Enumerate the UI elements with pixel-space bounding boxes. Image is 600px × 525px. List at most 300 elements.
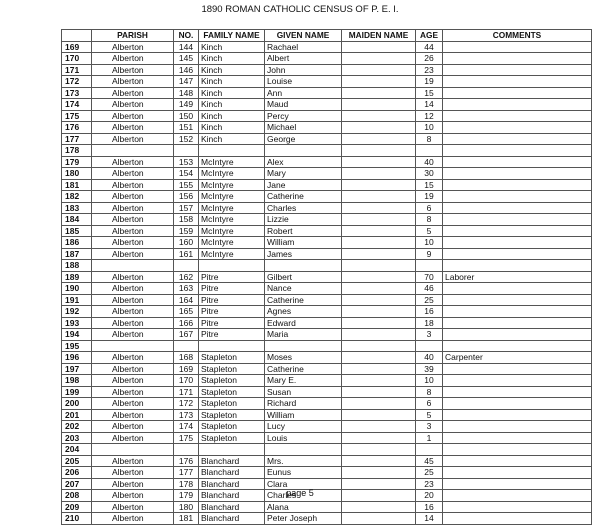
table-row: [62, 53, 592, 65]
age-cell: 3: [416, 421, 443, 433]
number-cell: 165: [174, 306, 199, 318]
row-number: 200: [62, 398, 92, 410]
parish-cell: Alberton: [92, 294, 174, 306]
age-cell: 16: [416, 501, 443, 513]
comments-cell: [443, 99, 592, 111]
comments-header: COMMENTS: [443, 30, 592, 42]
comments-cell: [443, 421, 592, 433]
family-name-cell: Stapleton: [199, 363, 265, 375]
age-cell: 40: [416, 156, 443, 168]
number-cell: 181: [174, 513, 199, 525]
parish-cell: Alberton: [92, 248, 174, 260]
number-cell: 157: [174, 202, 199, 214]
family-name-cell: Stapleton: [199, 352, 265, 364]
row-number: 204: [62, 444, 92, 456]
given-name-cell: Jane: [265, 179, 342, 191]
given-name-cell: Louis: [265, 432, 342, 444]
maiden-name-cell: [342, 294, 416, 306]
given-name-cell: William: [265, 409, 342, 421]
page-number: page 5: [286, 488, 314, 498]
number-cell: 180: [174, 501, 199, 513]
family-name-cell: Stapleton: [199, 421, 265, 433]
family-name-cell: Kinch: [199, 64, 265, 76]
family-name-cell: Stapleton: [199, 386, 265, 398]
family-name-cell: Blanchard: [199, 455, 265, 467]
table-row: [62, 432, 592, 444]
age-cell: 10: [416, 237, 443, 249]
number-cell: 161: [174, 248, 199, 260]
row-number: 181: [62, 179, 92, 191]
maiden-name-cell: [342, 306, 416, 318]
given-name-cell: Gilbert: [265, 271, 342, 283]
row-number: 183: [62, 202, 92, 214]
row-number: 191: [62, 294, 92, 306]
maiden-name-cell: [342, 191, 416, 203]
given-name-cell: Peter Joseph: [265, 513, 342, 525]
family-name-cell: Pitre: [199, 317, 265, 329]
family-name-cell: McIntyre: [199, 202, 265, 214]
table-row: [62, 363, 592, 375]
number-cell: 148: [174, 87, 199, 99]
table-row: [62, 317, 592, 329]
maiden-name-cell: [342, 168, 416, 180]
age-cell: 5: [416, 225, 443, 237]
given-name-cell: [265, 340, 342, 352]
comments-cell: [443, 145, 592, 157]
table-row: [62, 444, 592, 456]
table-row: [62, 409, 592, 421]
given-name-cell: [265, 444, 342, 456]
given-name-cell: John: [265, 64, 342, 76]
parish-cell: Alberton: [92, 53, 174, 65]
number-cell: 152: [174, 133, 199, 145]
number-cell: 147: [174, 76, 199, 88]
row-number: 210: [62, 513, 92, 525]
comments-cell: [443, 214, 592, 226]
parish-cell: Alberton: [92, 363, 174, 375]
family-name-cell: Kinch: [199, 99, 265, 111]
maiden-name-cell: [342, 363, 416, 375]
comments-cell: [443, 513, 592, 525]
maiden-name-cell: [342, 53, 416, 65]
family-name-cell: McIntyre: [199, 168, 265, 180]
comments-cell: [443, 294, 592, 306]
family-name-cell: Kinch: [199, 122, 265, 134]
age-cell: 25: [416, 294, 443, 306]
number-cell: 171: [174, 386, 199, 398]
parish-cell: Alberton: [92, 122, 174, 134]
table-row: [62, 168, 592, 180]
maiden-name-cell: [342, 340, 416, 352]
given-name-cell: [265, 260, 342, 272]
number-cell: 170: [174, 375, 199, 387]
given-name-cell: James: [265, 248, 342, 260]
row-number: 199: [62, 386, 92, 398]
parish-cell: Alberton: [92, 179, 174, 191]
parish-header: PARISH: [92, 30, 174, 42]
maiden-name-cell: [342, 202, 416, 214]
maiden-name-cell: [342, 421, 416, 433]
age-cell: [416, 340, 443, 352]
row-number: 189: [62, 271, 92, 283]
age-cell: 8: [416, 386, 443, 398]
age-cell: 10: [416, 375, 443, 387]
family-name-cell: [199, 444, 265, 456]
number-cell: 159: [174, 225, 199, 237]
row-number: 172: [62, 76, 92, 88]
given-name-cell: Susan: [265, 386, 342, 398]
family-name-cell: Kinch: [199, 133, 265, 145]
parish-cell: Alberton: [92, 214, 174, 226]
comments-cell: [443, 317, 592, 329]
row-number: 173: [62, 87, 92, 99]
family-name-cell: Stapleton: [199, 409, 265, 421]
family-name-cell: Pitre: [199, 306, 265, 318]
parish-cell: Alberton: [92, 202, 174, 214]
family-name-cell: McIntyre: [199, 237, 265, 249]
table-row: [62, 202, 592, 214]
age-cell: 25: [416, 467, 443, 479]
family-name-cell: Kinch: [199, 41, 265, 53]
age-cell: 20: [416, 490, 443, 502]
family-name-cell: McIntyre: [199, 156, 265, 168]
age-cell: 40: [416, 352, 443, 364]
table-row: [62, 340, 592, 352]
comments-cell: [443, 122, 592, 134]
table-row: [62, 87, 592, 99]
maiden-name-cell: [342, 248, 416, 260]
comments-cell: Laborer: [443, 271, 592, 283]
family-name-cell: Blanchard: [199, 467, 265, 479]
table-row: [62, 329, 592, 341]
comments-cell: [443, 386, 592, 398]
family-name-cell: Stapleton: [199, 398, 265, 410]
family-name-cell: Blanchard: [199, 513, 265, 525]
row-number: 203: [62, 432, 92, 444]
age-cell: 15: [416, 87, 443, 99]
parish-cell: Alberton: [92, 421, 174, 433]
table-row: [62, 386, 592, 398]
family-name-cell: McIntyre: [199, 248, 265, 260]
given-name-cell: Catherine: [265, 294, 342, 306]
table-row: [62, 179, 592, 191]
family-name-cell: McIntyre: [199, 214, 265, 226]
given-name-cell: Eunus: [265, 467, 342, 479]
given-name-cell: Nance: [265, 283, 342, 295]
comments-cell: [443, 467, 592, 479]
maiden-name-cell: [342, 444, 416, 456]
number-cell: 173: [174, 409, 199, 421]
family-name-cell: Blanchard: [199, 490, 265, 502]
family-name-cell: [199, 340, 265, 352]
given-name-cell: Albert: [265, 53, 342, 65]
parish-cell: [92, 340, 174, 352]
parish-cell: Alberton: [92, 352, 174, 364]
given-name-cell: Agnes: [265, 306, 342, 318]
given-name-cell: William: [265, 237, 342, 249]
row-number: 194: [62, 329, 92, 341]
parish-cell: [92, 444, 174, 456]
table-row: [62, 133, 592, 145]
age-cell: 26: [416, 53, 443, 65]
age-cell: 1: [416, 432, 443, 444]
row-number: 180: [62, 168, 92, 180]
number-cell: 162: [174, 271, 199, 283]
given-name-header: GIVEN NAME: [265, 30, 342, 42]
table-row: [62, 352, 592, 364]
comments-cell: [443, 432, 592, 444]
parish-cell: Alberton: [92, 64, 174, 76]
parish-cell: Alberton: [92, 156, 174, 168]
parish-cell: Alberton: [92, 191, 174, 203]
table-row: [62, 248, 592, 260]
parish-cell: Alberton: [92, 306, 174, 318]
age-header: AGE: [416, 30, 443, 42]
row-number: 177: [62, 133, 92, 145]
age-cell: [416, 260, 443, 272]
parish-cell: Alberton: [92, 237, 174, 249]
comments-cell: [443, 363, 592, 375]
parish-cell: Alberton: [92, 99, 174, 111]
comments-cell: [443, 156, 592, 168]
family-name-cell: Pitre: [199, 329, 265, 341]
table-row: [62, 260, 592, 272]
maiden-name-cell: [342, 64, 416, 76]
comments-cell: [443, 340, 592, 352]
comments-cell: [443, 283, 592, 295]
maiden-name-cell: [342, 41, 416, 53]
given-name-cell: Robert: [265, 225, 342, 237]
age-cell: 8: [416, 214, 443, 226]
comments-cell: [443, 375, 592, 387]
family-name-cell: Pitre: [199, 283, 265, 295]
parish-cell: Alberton: [92, 168, 174, 180]
parish-cell: Alberton: [92, 467, 174, 479]
maiden-name-header: MAIDEN NAME: [342, 30, 416, 42]
parish-cell: Alberton: [92, 513, 174, 525]
parish-cell: Alberton: [92, 455, 174, 467]
given-name-cell: Maria: [265, 329, 342, 341]
comments-cell: Carpenter: [443, 352, 592, 364]
parish-cell: Alberton: [92, 317, 174, 329]
family-name-cell: McIntyre: [199, 179, 265, 191]
age-cell: [416, 444, 443, 456]
given-name-cell: Moses: [265, 352, 342, 364]
family-name-cell: Blanchard: [199, 478, 265, 490]
row-number: 196: [62, 352, 92, 364]
number-cell: 150: [174, 110, 199, 122]
comments-cell: [443, 110, 592, 122]
given-name-cell: Michael: [265, 122, 342, 134]
row-number: 186: [62, 237, 92, 249]
age-cell: 19: [416, 76, 443, 88]
row-number: 202: [62, 421, 92, 433]
table-body: [62, 41, 592, 524]
parish-cell: Alberton: [92, 409, 174, 421]
table-row: [62, 283, 592, 295]
header-row: [62, 30, 592, 42]
number-cell: 149: [174, 99, 199, 111]
row-number: 188: [62, 260, 92, 272]
given-name-cell: Clara: [265, 478, 342, 490]
age-cell: 3: [416, 329, 443, 341]
age-cell: 70: [416, 271, 443, 283]
comments-cell: [443, 409, 592, 421]
family-name-cell: Kinch: [199, 87, 265, 99]
row-number: 208: [62, 490, 92, 502]
family-name-cell: McIntyre: [199, 191, 265, 203]
number-cell: 155: [174, 179, 199, 191]
family-name-cell: McIntyre: [199, 225, 265, 237]
given-name-cell: Ann: [265, 87, 342, 99]
row-number: 175: [62, 110, 92, 122]
maiden-name-cell: [342, 260, 416, 272]
parish-cell: Alberton: [92, 386, 174, 398]
given-name-cell: Rachael: [265, 41, 342, 53]
parish-cell: [92, 145, 174, 157]
comments-cell: [443, 202, 592, 214]
comments-cell: [443, 225, 592, 237]
parish-cell: Alberton: [92, 133, 174, 145]
table-row: [62, 467, 592, 479]
age-cell: 45: [416, 455, 443, 467]
number-cell: 179: [174, 490, 199, 502]
row-number: 169: [62, 41, 92, 53]
number-cell: 174: [174, 421, 199, 433]
maiden-name-cell: [342, 375, 416, 387]
table-row: [62, 41, 592, 53]
table-row: [62, 110, 592, 122]
number-cell: 169: [174, 363, 199, 375]
given-name-cell: Lucy: [265, 421, 342, 433]
maiden-name-cell: [342, 409, 416, 421]
given-name-cell: Edward: [265, 317, 342, 329]
parish-cell: Alberton: [92, 375, 174, 387]
parish-cell: Alberton: [92, 283, 174, 295]
number-cell: 166: [174, 317, 199, 329]
given-name-cell: Alana: [265, 501, 342, 513]
number-cell: 144: [174, 41, 199, 53]
maiden-name-cell: [342, 133, 416, 145]
number-cell: 176: [174, 455, 199, 467]
age-cell: 44: [416, 41, 443, 53]
comments-cell: [443, 329, 592, 341]
age-cell: 46: [416, 283, 443, 295]
row-number: 193: [62, 317, 92, 329]
comments-cell: [443, 237, 592, 249]
age-cell: 5: [416, 409, 443, 421]
parish-cell: Alberton: [92, 490, 174, 502]
given-name-cell: Charles: [265, 490, 342, 502]
age-cell: 6: [416, 398, 443, 410]
maiden-name-cell: [342, 513, 416, 525]
number-cell: 156: [174, 191, 199, 203]
row-number: 185: [62, 225, 92, 237]
table-row: [62, 156, 592, 168]
row-number: 184: [62, 214, 92, 226]
number-cell: 160: [174, 237, 199, 249]
maiden-name-cell: [342, 271, 416, 283]
maiden-name-cell: [342, 329, 416, 341]
number-cell: 172: [174, 398, 199, 410]
comments-cell: [443, 398, 592, 410]
table-row: [62, 294, 592, 306]
given-name-cell: Percy: [265, 110, 342, 122]
table-row: [62, 237, 592, 249]
number-cell: 178: [174, 478, 199, 490]
row-number: 207: [62, 478, 92, 490]
table-row: [62, 421, 592, 433]
maiden-name-cell: [342, 352, 416, 364]
age-cell: 12: [416, 110, 443, 122]
maiden-name-cell: [342, 99, 416, 111]
table-row: [62, 225, 592, 237]
comments-cell: [443, 168, 592, 180]
comments-cell: [443, 133, 592, 145]
age-cell: 8: [416, 133, 443, 145]
maiden-name-cell: [342, 237, 416, 249]
number-cell: [174, 145, 199, 157]
age-cell: 39: [416, 363, 443, 375]
row-number: 209: [62, 501, 92, 513]
table-row: [62, 122, 592, 134]
family-name-cell: Pitre: [199, 294, 265, 306]
family-name-cell: Stapleton: [199, 375, 265, 387]
number-header: NO.: [174, 30, 199, 42]
row-number: 195: [62, 340, 92, 352]
family-name-cell: [199, 145, 265, 157]
parish-cell: Alberton: [92, 87, 174, 99]
maiden-name-cell: [342, 122, 416, 134]
given-name-cell: Mary: [265, 168, 342, 180]
maiden-name-cell: [342, 214, 416, 226]
number-cell: 167: [174, 329, 199, 341]
age-cell: 16: [416, 306, 443, 318]
table-row: [62, 145, 592, 157]
table-row: [62, 398, 592, 410]
age-cell: 19: [416, 191, 443, 203]
row-number: 187: [62, 248, 92, 260]
given-name-cell: Lizzie: [265, 214, 342, 226]
age-cell: 23: [416, 64, 443, 76]
parish-cell: Alberton: [92, 41, 174, 53]
table-row: [62, 513, 592, 525]
number-cell: 168: [174, 352, 199, 364]
age-cell: 10: [416, 122, 443, 134]
maiden-name-cell: [342, 179, 416, 191]
given-name-cell: Mrs.: [265, 455, 342, 467]
number-cell: [174, 444, 199, 456]
family-name-cell: Kinch: [199, 76, 265, 88]
maiden-name-cell: [342, 317, 416, 329]
parish-cell: Alberton: [92, 110, 174, 122]
parish-cell: Alberton: [92, 398, 174, 410]
maiden-name-cell: [342, 432, 416, 444]
age-cell: 9: [416, 248, 443, 260]
given-name-cell: Alex: [265, 156, 342, 168]
given-name-cell: [265, 145, 342, 157]
maiden-name-cell: [342, 455, 416, 467]
row-number: 190: [62, 283, 92, 295]
comments-cell: [443, 64, 592, 76]
table-row: [62, 455, 592, 467]
comments-cell: [443, 444, 592, 456]
number-cell: 158: [174, 214, 199, 226]
maiden-name-cell: [342, 145, 416, 157]
parish-cell: Alberton: [92, 76, 174, 88]
number-cell: [174, 340, 199, 352]
row-number: 170: [62, 53, 92, 65]
